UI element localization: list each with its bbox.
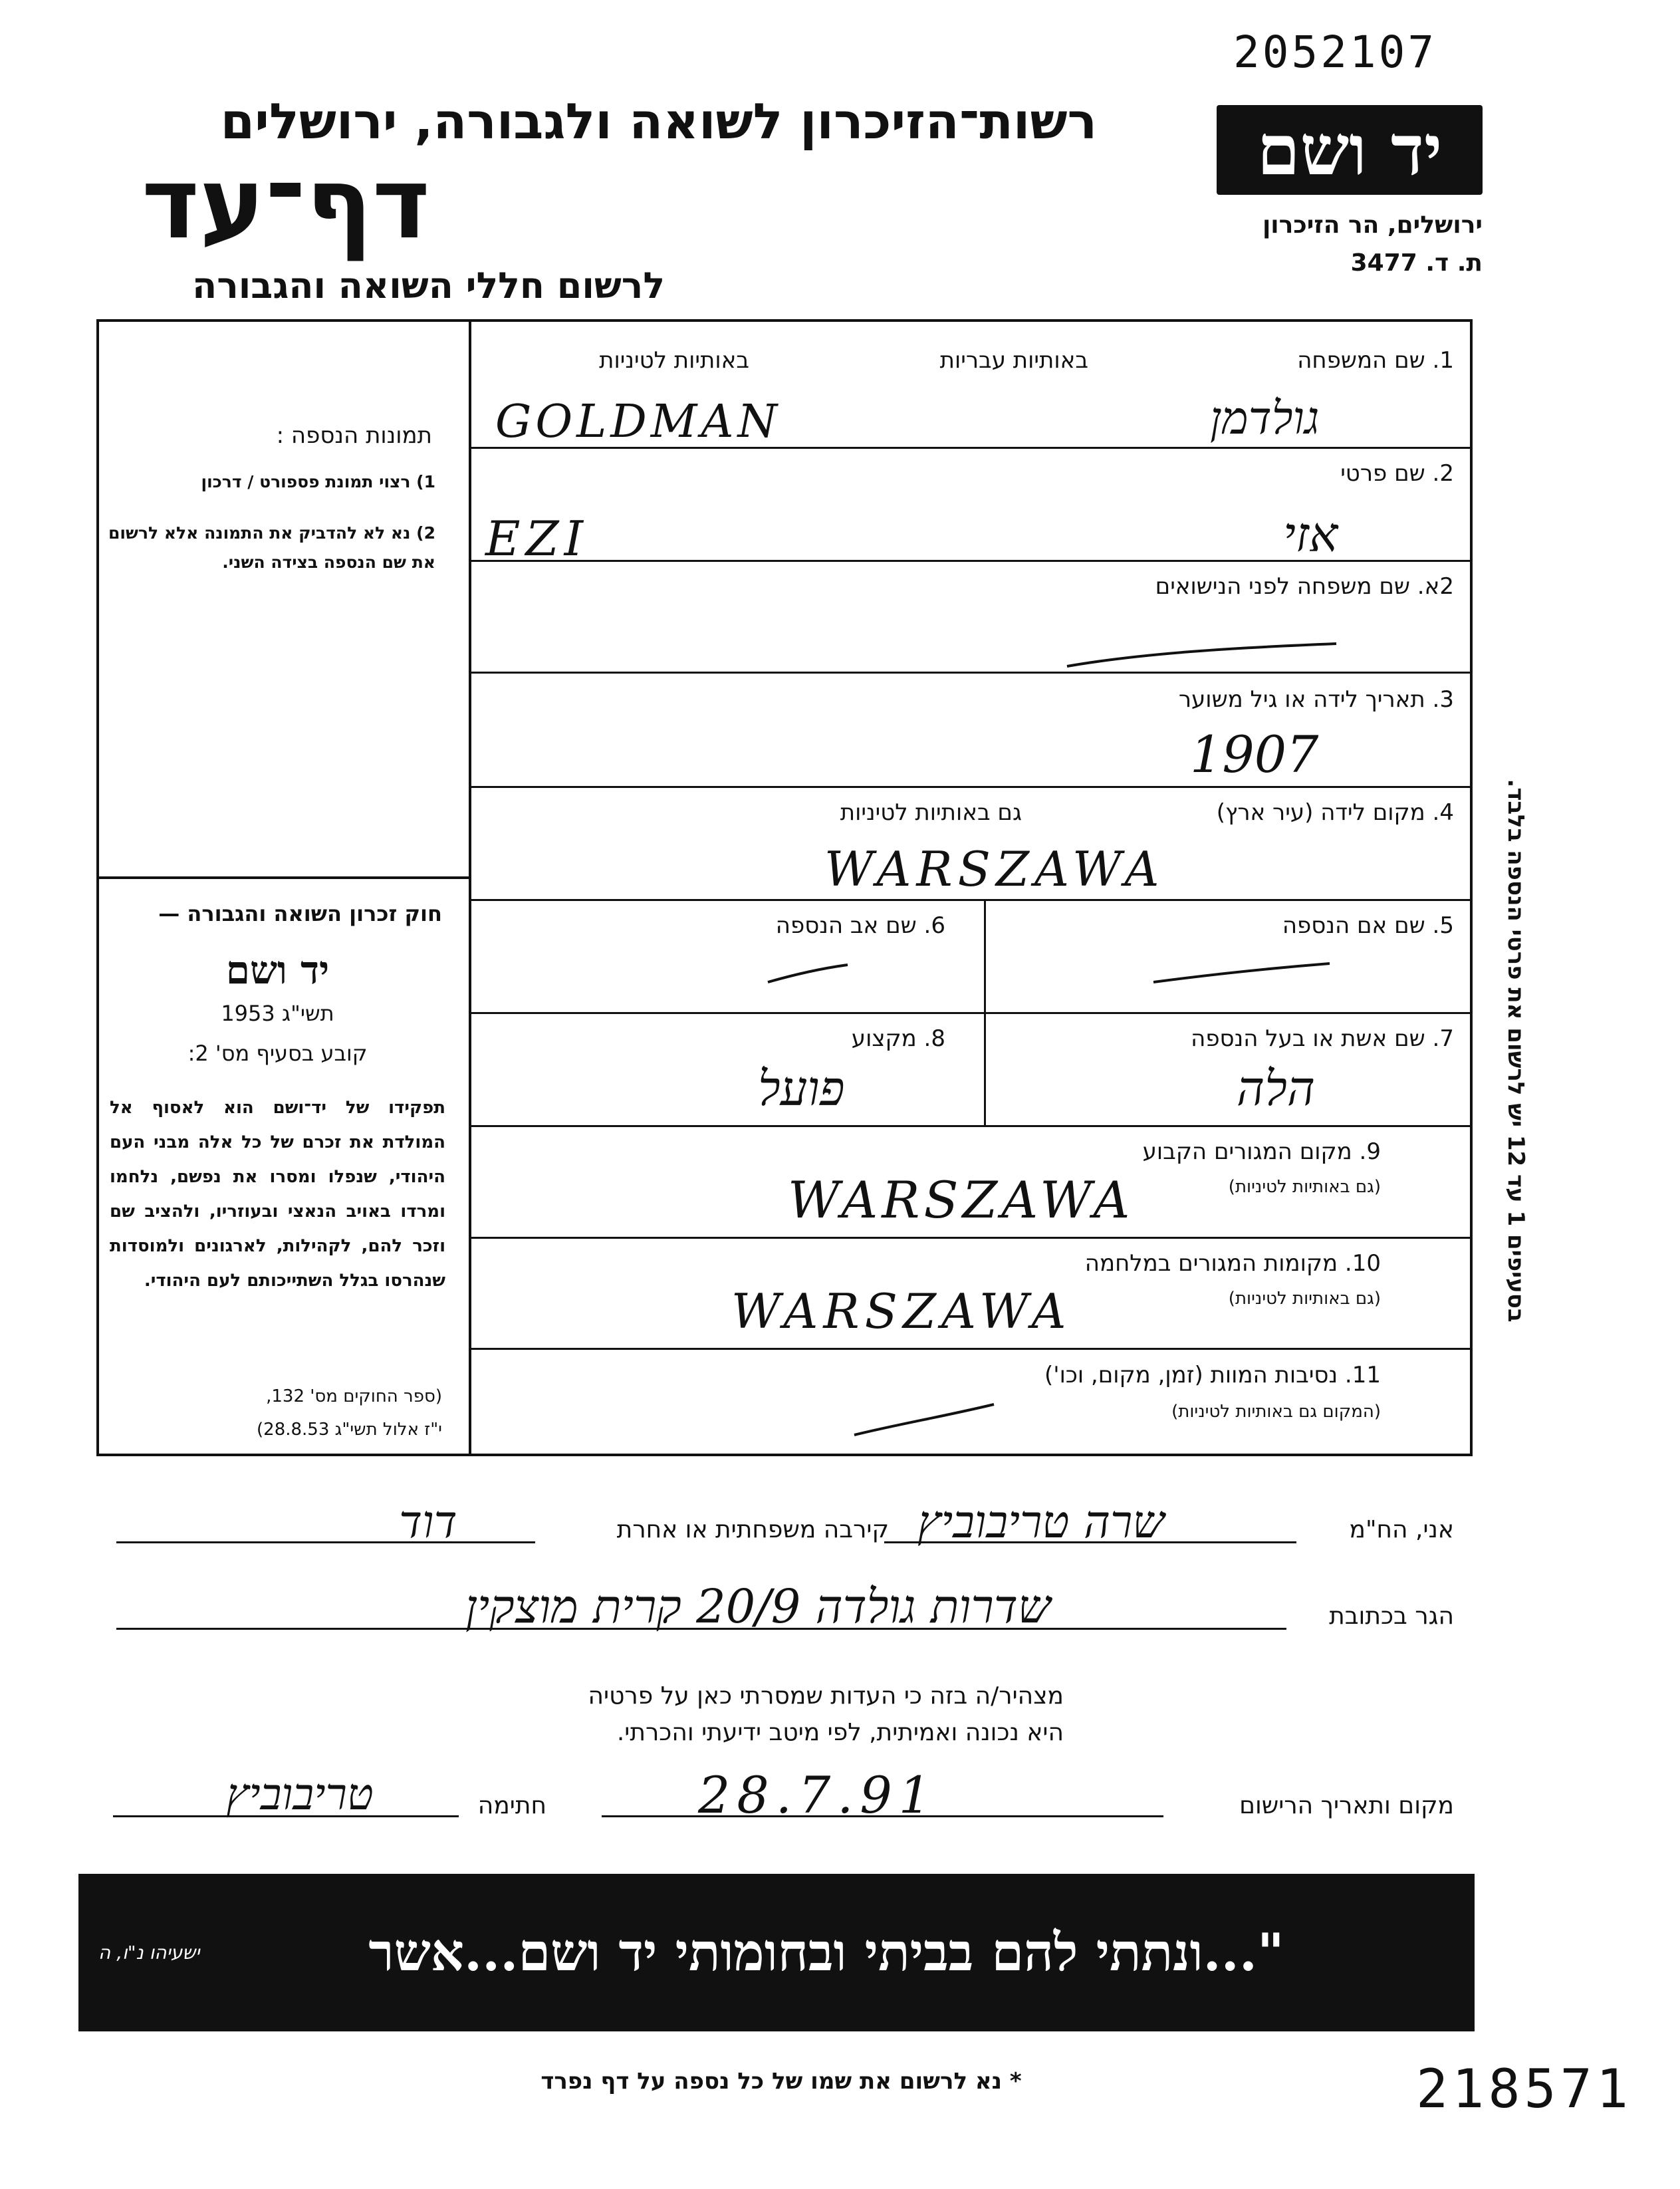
field3-label: 3. תאריך לידה או גיל משוער	[1178, 686, 1454, 713]
field5-empty-mark	[1150, 961, 1336, 987]
field8-label: 8. מקצוע	[851, 1025, 945, 1052]
field9-label: 9. מקום המגורים הקבוע	[1142, 1138, 1381, 1165]
address-label: הגר בכתובת	[1329, 1603, 1454, 1630]
field4-value[interactable]: WARSZAWA	[824, 841, 1165, 897]
row-divider	[469, 1237, 1473, 1239]
field1-latin-column: באותיות לטיניות	[599, 347, 749, 374]
photo-box-item1: 1) רצוי תמונת פספורט / דרכון	[201, 472, 435, 491]
signature-label: חתימה	[477, 1792, 546, 1819]
field1-value-hebrew[interactable]: גולדמן	[1210, 392, 1320, 445]
declarant-label: אני, הח"מ	[1349, 1516, 1454, 1543]
row-divider	[469, 672, 1473, 674]
footer-note: * נא לרשום את שמו של כל נספה על דף נפרד	[540, 2068, 1022, 2095]
address-value[interactable]: שדרות גולדה 20/9 קרית מוצקין	[465, 1579, 1051, 1634]
field10-label: 10. מקומות המגורים במלחמה	[1084, 1250, 1381, 1277]
form-title: דף־עד	[142, 146, 430, 261]
field2a-label: 2א. שם משפחה לפני הנישואים	[1155, 573, 1454, 600]
field3-value[interactable]: 1907	[1190, 725, 1319, 784]
field11-label: 11. נסיבות המוות (זמן, מקום, וכו')	[1044, 1362, 1381, 1388]
field2-value-hebrew[interactable]: אזי	[1283, 507, 1338, 563]
law-name: יד ושם	[225, 948, 330, 993]
field6-empty-mark	[765, 961, 851, 987]
statement-line1: מצהיר/ה בזה כי העדות שמסרתי כאן על פרטיה	[588, 1682, 1064, 1710]
field7-value[interactable]: הלה	[1237, 1061, 1316, 1116]
footer-serial: 218571	[1416, 2058, 1632, 2120]
row-divider	[469, 1125, 1473, 1127]
field2-value-latin[interactable]: EZI	[485, 511, 589, 567]
field2a-empty-mark	[1064, 638, 1343, 672]
row-divider	[469, 786, 1473, 788]
place-date-value[interactable]: 28.7.91	[698, 1765, 938, 1825]
field7-label: 7. שם אשת או בעל הנספה	[1191, 1025, 1454, 1052]
field10-value[interactable]: WARSZAWA	[731, 1283, 1072, 1339]
photo-box-title: תמונות הנספה :	[276, 422, 432, 449]
row-divider	[469, 1348, 1473, 1350]
relation-value[interactable]: דוד	[399, 1496, 457, 1549]
field4-latin-column: גם באותיות לטיניות	[840, 799, 1022, 826]
law-section: קובע בסעיף מס' 2:	[187, 1041, 368, 1066]
field4-label: 4. מקום לידה (עיר ארץ)	[1216, 799, 1454, 826]
banner-quote: "...ונתתי להם בביתי ובחומותי יד ושם...אשר לא יכרת"	[368, 1922, 1284, 2140]
field1-label: 1. שם המשפחה	[1297, 347, 1454, 374]
statement-line2: היא נכונה ואמיתית, לפי מיטב ידיעתי והכרתי.	[616, 1719, 1064, 1746]
place-date-label: מקום ותאריך הרישום	[1239, 1792, 1454, 1819]
side-note: בסעיפים 1 עד 12 יש לרשום את פרטי הנספה בלבד.	[1502, 779, 1529, 1323]
yad-vashem-logo	[1217, 105, 1483, 195]
institution-title: רשות־הזיכרון לשואה ולגבורה, ירושלים	[220, 93, 1097, 150]
signature-value[interactable]: טריבוביץ	[226, 1769, 374, 1820]
relation-label: קירבה משפחתית או אחרת	[616, 1516, 889, 1543]
field10-sub: (גם באותיות לטיניות)	[1228, 1289, 1381, 1309]
declarant-value[interactable]: שרה טריבוביץ	[917, 1496, 1165, 1549]
address-line1: ירושלים, הר הזיכרון	[1262, 211, 1483, 239]
row-divider	[469, 899, 1473, 901]
field9-value[interactable]: WARSZAWA	[788, 1170, 1134, 1229]
field1-hebrew-column: באותיות עבריות	[939, 347, 1088, 374]
field11-empty-mark	[851, 1396, 997, 1443]
logo-text: יד ושם	[1257, 109, 1443, 191]
law-year: תשי"ג 1953	[221, 1001, 334, 1026]
field9-sub: (גם באותיות לטיניות)	[1228, 1177, 1381, 1197]
field5-label: 5. שם אם הנספה	[1282, 912, 1454, 939]
law-source1: (ספר החוקים מס' 132,	[266, 1386, 442, 1406]
column-split	[984, 1012, 986, 1125]
banner-source: ישעיהו נ"ו, ה	[98, 1942, 200, 1964]
doc-number: 2052107	[1233, 27, 1437, 78]
field6-label: 6. שם אב הנספה	[775, 912, 945, 939]
photo-box-item2: 2) נא לא להדביק את התמונה אלא לרשום את שם הנספה בצידה השני.	[108, 523, 435, 572]
photo-law-divider	[96, 876, 470, 879]
row-divider	[469, 1012, 1473, 1014]
law-body: תפקידו של יד־ושם הוא לאסוף אל המולדת את זכרם של כל אלה מבני העם היהודי, שנפלו ומסרו את נפשם, נלחמו ומרדו באויב הנאצי ובעוזריו, ולהציב שם וזכר להם, לקהילות, לארגונים ולמוסדות שנהרסו בגלל השתייכותם לעם היהודי.	[110, 1098, 445, 1291]
law-heading: חוק זכרון השואה והגבורה —	[158, 901, 442, 926]
relation-underline	[116, 1541, 535, 1543]
field1-value-latin[interactable]: GOLDMAN	[495, 396, 781, 448]
address-line2: ת. ד. 3477	[1350, 249, 1483, 277]
form-subtitle: לרשום חללי השואה והגבורה	[192, 265, 665, 307]
law-source2: י"ז אלול תשי"ג 28.8.53)	[257, 1420, 442, 1440]
field11-sub: (המקום גם באותיות לטיניות)	[1171, 1402, 1381, 1422]
field8-value[interactable]: פועל	[758, 1061, 845, 1116]
left-column-divider	[469, 319, 471, 1456]
field2-label: 2. שם פרטי	[1340, 460, 1454, 487]
